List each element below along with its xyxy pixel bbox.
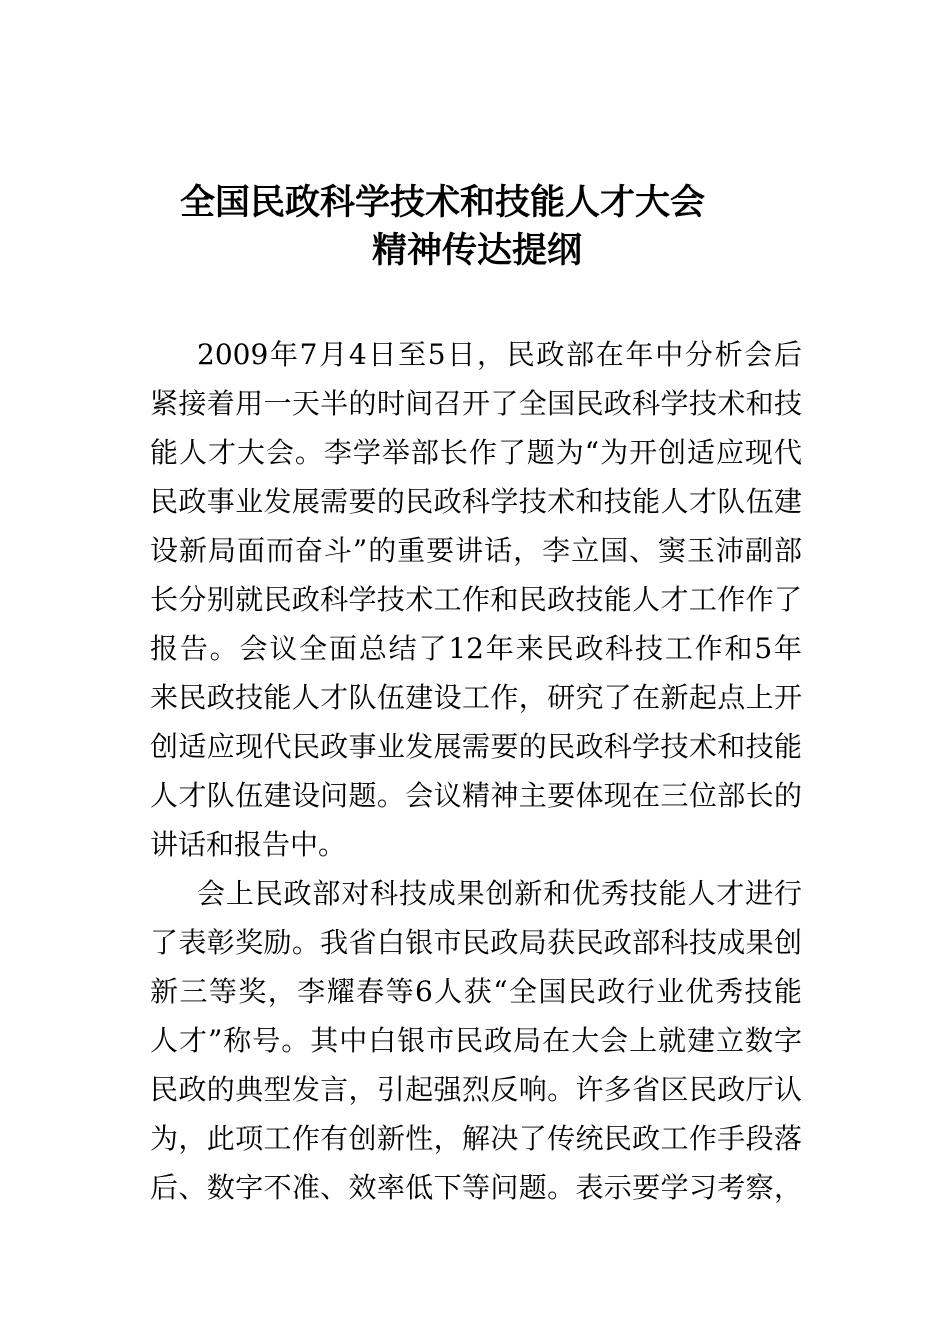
text-line: 创适应现代民政事业发展需要的民政科学技术和技能 [150,730,802,763]
text-line: 为，此项工作有创新性，解决了传统民政工作手段落 [150,1122,802,1155]
text-line: 会上民政部对科技成果创新和优秀技能人才进行 [197,877,802,910]
text-line: 人才队伍建设问题。会议精神主要体现在三位部长的 [150,779,802,812]
text-line: 后、数字不准、效率低下等问题。表示要学习考察， [150,1171,802,1204]
text-line: 2009年7月4日至5日，民政部在年中分析会后 [197,338,802,371]
text-line: 长分别就民政科学技术工作和民政技能人才工作作了 [150,583,802,616]
title-line-2: 精神传达提纲 [372,231,583,271]
text-line: 来民政技能人才队伍建设工作，研究了在新起点上开 [150,681,802,714]
document-body [150,330,802,1212]
text-line: 人才”称号。其中白银市民政局在大会上就建立数字 [150,1024,802,1057]
text-line: 民政的典型发言，引起强烈反响。许多省区民政厅认 [150,1073,802,1106]
title-line-1: 全国民政科学技术和技能人才大会 [180,183,706,223]
text-line: 能人才大会。李学举部长作了题为“为开创适应现代 [150,436,802,469]
text-line: 了表彰奖励。我省白银市民政局获民政部科技成果创 [150,926,802,959]
text-line: 报告。会议全面总结了12年来民政科技工作和5年 [150,632,802,665]
text-line: 讲话和报告中。 [150,828,347,861]
text-line: 新三等奖，李耀春等6人获“全国民政行业优秀技能 [150,975,802,1008]
text-line: 设新局面而奋斗”的重要讲话，李立国、窦玉沛副部 [150,534,802,567]
text-line: 紧接着用一天半的时间召开了全国民政科学技术和技 [150,387,802,420]
text-line: 民政事业发展需要的民政科学技术和技能人才队伍建 [150,485,802,518]
